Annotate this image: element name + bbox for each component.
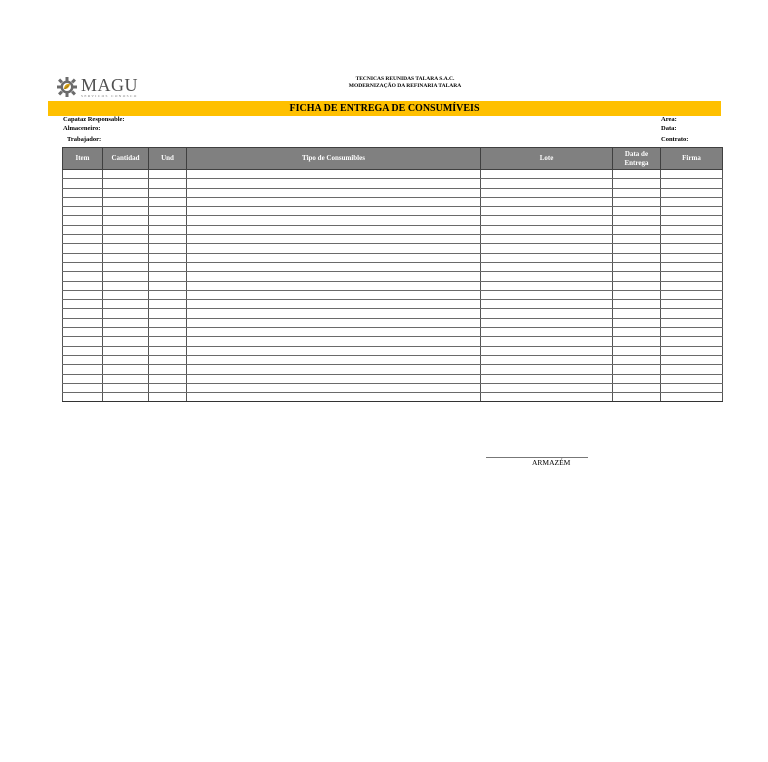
table-cell[interactable] — [63, 188, 103, 197]
table-cell[interactable] — [481, 170, 613, 179]
brand-tagline: SERVICOS CONOSCO — [81, 94, 138, 98]
table-cell[interactable] — [481, 290, 613, 299]
table-cell[interactable] — [63, 365, 103, 374]
table-cell[interactable] — [63, 337, 103, 346]
table-cell[interactable] — [481, 374, 613, 383]
table-cell[interactable] — [149, 383, 187, 392]
table-cell[interactable] — [661, 393, 723, 402]
table-cell[interactable] — [103, 337, 149, 346]
table-cell[interactable] — [661, 253, 723, 262]
table-cell[interactable] — [613, 170, 661, 179]
table-row — [63, 374, 723, 383]
table-cell[interactable] — [481, 300, 613, 309]
form-title: FICHA DE ENTREGA DE CONSUMÍVEIS — [48, 101, 721, 116]
table-cell[interactable] — [187, 309, 481, 318]
table-cell[interactable] — [103, 374, 149, 383]
table-cell[interactable] — [187, 365, 481, 374]
table-cell[interactable] — [187, 207, 481, 216]
table-cell[interactable] — [661, 309, 723, 318]
table-row — [63, 383, 723, 392]
table-cell[interactable] — [661, 346, 723, 355]
table-cell[interactable] — [63, 355, 103, 364]
table-cell[interactable] — [481, 235, 613, 244]
table-cell[interactable] — [481, 253, 613, 262]
signature-label: ARMAZÉM — [532, 458, 571, 467]
table-cell[interactable] — [481, 207, 613, 216]
table-cell[interactable] — [661, 272, 723, 281]
table-cell[interactable] — [63, 383, 103, 392]
table-cell[interactable] — [613, 365, 661, 374]
table-cell[interactable] — [149, 197, 187, 206]
table-cell[interactable] — [103, 365, 149, 374]
table-cell[interactable] — [613, 355, 661, 364]
table-cell[interactable] — [187, 355, 481, 364]
table-cell[interactable] — [187, 374, 481, 383]
table-cell[interactable] — [613, 374, 661, 383]
table-cell[interactable] — [481, 272, 613, 281]
table-cell[interactable] — [187, 197, 481, 206]
table-cell[interactable] — [613, 290, 661, 299]
table-cell[interactable] — [103, 272, 149, 281]
table-cell[interactable] — [63, 393, 103, 402]
table-cell[interactable] — [187, 225, 481, 234]
table-row — [63, 328, 723, 337]
table-cell[interactable] — [187, 188, 481, 197]
table-cell[interactable] — [103, 179, 149, 188]
table-cell[interactable] — [187, 383, 481, 392]
table-row — [63, 225, 723, 234]
table-cell[interactable] — [103, 244, 149, 253]
table-cell[interactable] — [613, 272, 661, 281]
table-cell[interactable] — [187, 272, 481, 281]
table-cell[interactable] — [661, 235, 723, 244]
field-data: Data: — [661, 125, 677, 132]
table-cell[interactable] — [103, 328, 149, 337]
table-cell[interactable] — [187, 281, 481, 290]
table-row — [63, 262, 723, 271]
table-cell[interactable] — [149, 318, 187, 327]
table-cell[interactable] — [149, 253, 187, 262]
table-cell[interactable] — [661, 207, 723, 216]
table-cell[interactable] — [613, 244, 661, 253]
table-cell[interactable] — [103, 197, 149, 206]
table-cell[interactable] — [63, 225, 103, 234]
table-cell[interactable] — [481, 365, 613, 374]
table-row — [63, 216, 723, 225]
table-row — [63, 188, 723, 197]
table-cell[interactable] — [187, 300, 481, 309]
table-cell[interactable] — [187, 179, 481, 188]
table-cell[interactable] — [63, 318, 103, 327]
table-cell[interactable] — [149, 235, 187, 244]
table-cell[interactable] — [103, 216, 149, 225]
table-cell[interactable] — [63, 328, 103, 337]
table-cell[interactable] — [63, 253, 103, 262]
table-cell[interactable] — [661, 318, 723, 327]
field-contrato: Contrato: — [661, 136, 689, 143]
table-row — [63, 346, 723, 355]
table-cell[interactable] — [613, 188, 661, 197]
table-cell[interactable] — [481, 355, 613, 364]
table-cell[interactable] — [613, 179, 661, 188]
col-tipo: Tipo de Consumibles — [187, 148, 481, 170]
table-cell[interactable] — [481, 225, 613, 234]
table-row — [63, 170, 723, 179]
table-cell[interactable] — [481, 328, 613, 337]
table-cell[interactable] — [149, 188, 187, 197]
table-row — [63, 300, 723, 309]
col-data-entrega-l2: Entrega — [624, 158, 649, 167]
table-cell[interactable] — [613, 216, 661, 225]
table-cell[interactable] — [187, 346, 481, 355]
table-row — [63, 235, 723, 244]
table-cell[interactable] — [63, 216, 103, 225]
table-cell[interactable] — [613, 281, 661, 290]
table-cell[interactable] — [481, 346, 613, 355]
table-cell[interactable] — [149, 337, 187, 346]
table-cell[interactable] — [149, 374, 187, 383]
col-lote: Lote — [481, 148, 613, 170]
table-cell[interactable] — [149, 281, 187, 290]
table-row — [63, 197, 723, 206]
table-cell[interactable] — [149, 309, 187, 318]
table-cell[interactable] — [613, 225, 661, 234]
table-cell[interactable] — [661, 374, 723, 383]
table-cell[interactable] — [63, 309, 103, 318]
table-cell[interactable] — [187, 216, 481, 225]
table-cell[interactable] — [661, 300, 723, 309]
table-cell[interactable] — [103, 281, 149, 290]
table-cell[interactable] — [481, 337, 613, 346]
table-row — [63, 272, 723, 281]
table-cell[interactable] — [103, 225, 149, 234]
table-cell[interactable] — [149, 272, 187, 281]
table-cell[interactable] — [613, 337, 661, 346]
table-cell[interactable] — [103, 383, 149, 392]
table-cell[interactable] — [63, 244, 103, 253]
table-cell[interactable] — [613, 235, 661, 244]
table-cell[interactable] — [63, 207, 103, 216]
table-cell[interactable] — [661, 244, 723, 253]
table-cell[interactable] — [481, 188, 613, 197]
consumables-table — [62, 147, 723, 402]
table-cell[interactable] — [661, 216, 723, 225]
table-body — [63, 170, 723, 402]
table-row — [63, 244, 723, 253]
table-cell[interactable] — [103, 253, 149, 262]
table-cell[interactable] — [149, 207, 187, 216]
table-cell[interactable] — [187, 170, 481, 179]
table-cell[interactable] — [661, 365, 723, 374]
table-cell[interactable] — [103, 300, 149, 309]
table-cell[interactable] — [481, 393, 613, 402]
table-cell[interactable] — [481, 244, 613, 253]
table-cell[interactable] — [103, 170, 149, 179]
table-cell[interactable] — [149, 355, 187, 364]
table-cell[interactable] — [661, 328, 723, 337]
table-cell[interactable] — [63, 170, 103, 179]
table-cell[interactable] — [613, 346, 661, 355]
table-cell[interactable] — [661, 262, 723, 271]
table-row — [63, 179, 723, 188]
table-row — [63, 318, 723, 327]
table-row — [63, 253, 723, 262]
table-cell[interactable] — [103, 290, 149, 299]
table-row — [63, 337, 723, 346]
table-cell[interactable] — [149, 393, 187, 402]
table-cell[interactable] — [661, 225, 723, 234]
table-row — [63, 393, 723, 402]
table-cell[interactable] — [103, 188, 149, 197]
table-cell[interactable] — [661, 355, 723, 364]
col-data-entrega-l1: Data de — [624, 149, 649, 158]
field-almacenero: Almaceneiro: — [63, 125, 101, 132]
table-cell[interactable] — [613, 262, 661, 271]
table-cell[interactable] — [187, 244, 481, 253]
table-cell[interactable] — [613, 383, 661, 392]
table-cell[interactable] — [149, 244, 187, 253]
field-capataz: Capataz Responsable: — [63, 116, 125, 123]
table-cell[interactable] — [103, 309, 149, 318]
table-cell[interactable] — [149, 216, 187, 225]
table-row — [63, 355, 723, 364]
table-cell[interactable] — [661, 188, 723, 197]
table-cell[interactable] — [103, 355, 149, 364]
field-area: Area: — [661, 116, 677, 123]
table-row — [63, 281, 723, 290]
table-cell[interactable] — [103, 235, 149, 244]
col-und: Und — [149, 148, 187, 170]
table-cell[interactable] — [613, 207, 661, 216]
table-cell[interactable] — [149, 290, 187, 299]
table-cell[interactable] — [187, 318, 481, 327]
col-firma: Firma — [661, 148, 723, 170]
table-cell[interactable] — [661, 337, 723, 346]
table-cell[interactable] — [63, 179, 103, 188]
table-cell[interactable] — [149, 328, 187, 337]
col-data-entrega — [613, 148, 661, 170]
table-cell[interactable] — [187, 253, 481, 262]
table-cell[interactable] — [103, 262, 149, 271]
brand-name: MAGU — [81, 75, 139, 95]
table-cell[interactable] — [481, 262, 613, 271]
table-cell[interactable] — [149, 225, 187, 234]
project-name: MODERNIZAÇÃO DA REFINARIA TALARA — [348, 83, 462, 89]
table-cell[interactable] — [63, 281, 103, 290]
table-cell[interactable] — [613, 393, 661, 402]
col-item: Item — [63, 148, 103, 170]
table-cell[interactable] — [187, 328, 481, 337]
company-name: TECNICAS REUNIDAS TALARA S.A.C. — [355, 76, 455, 82]
table-cell[interactable] — [661, 179, 723, 188]
table-row — [63, 365, 723, 374]
table-cell[interactable] — [187, 235, 481, 244]
table-cell[interactable] — [149, 300, 187, 309]
table-cell[interactable] — [149, 179, 187, 188]
table-cell[interactable] — [103, 207, 149, 216]
table-cell[interactable] — [63, 374, 103, 383]
table-cell[interactable] — [661, 170, 723, 179]
table-row — [63, 309, 723, 318]
gear-leaf-logo-icon — [56, 76, 78, 98]
table-cell[interactable] — [187, 262, 481, 271]
table-cell[interactable] — [481, 179, 613, 188]
table-cell[interactable] — [187, 337, 481, 346]
table-cell[interactable] — [613, 309, 661, 318]
table-cell[interactable] — [187, 393, 481, 402]
table-cell[interactable] — [481, 197, 613, 206]
table-cell[interactable] — [613, 328, 661, 337]
table-cell[interactable] — [149, 170, 187, 179]
table-cell[interactable] — [661, 281, 723, 290]
table-cell[interactable] — [149, 346, 187, 355]
table-cell[interactable] — [661, 290, 723, 299]
table-cell[interactable] — [63, 300, 103, 309]
table-cell[interactable] — [481, 309, 613, 318]
table-cell[interactable] — [63, 197, 103, 206]
table-cell[interactable] — [103, 318, 149, 327]
table-cell[interactable] — [481, 318, 613, 327]
table-cell[interactable] — [187, 290, 481, 299]
table-row — [63, 290, 723, 299]
table-row — [63, 207, 723, 216]
field-trabajador: Trabajador: — [67, 136, 102, 143]
table-cell[interactable] — [613, 300, 661, 309]
table-cell[interactable] — [149, 365, 187, 374]
col-cantidad: Cantidad — [103, 148, 149, 170]
table-cell[interactable] — [661, 383, 723, 392]
table-cell[interactable] — [481, 281, 613, 290]
table-cell[interactable] — [149, 262, 187, 271]
table-cell[interactable] — [481, 216, 613, 225]
table-cell[interactable] — [63, 235, 103, 244]
table-cell[interactable] — [63, 346, 103, 355]
table-cell[interactable] — [481, 383, 613, 392]
table-cell[interactable] — [63, 272, 103, 281]
table-cell[interactable] — [103, 393, 149, 402]
table-header-row — [63, 148, 723, 170]
table-cell[interactable] — [63, 262, 103, 271]
table-cell[interactable] — [613, 253, 661, 262]
table-cell[interactable] — [661, 197, 723, 206]
table-cell[interactable] — [613, 318, 661, 327]
table-cell[interactable] — [613, 197, 661, 206]
table-cell[interactable] — [63, 290, 103, 299]
table-cell[interactable] — [103, 346, 149, 355]
logo — [56, 76, 138, 99]
